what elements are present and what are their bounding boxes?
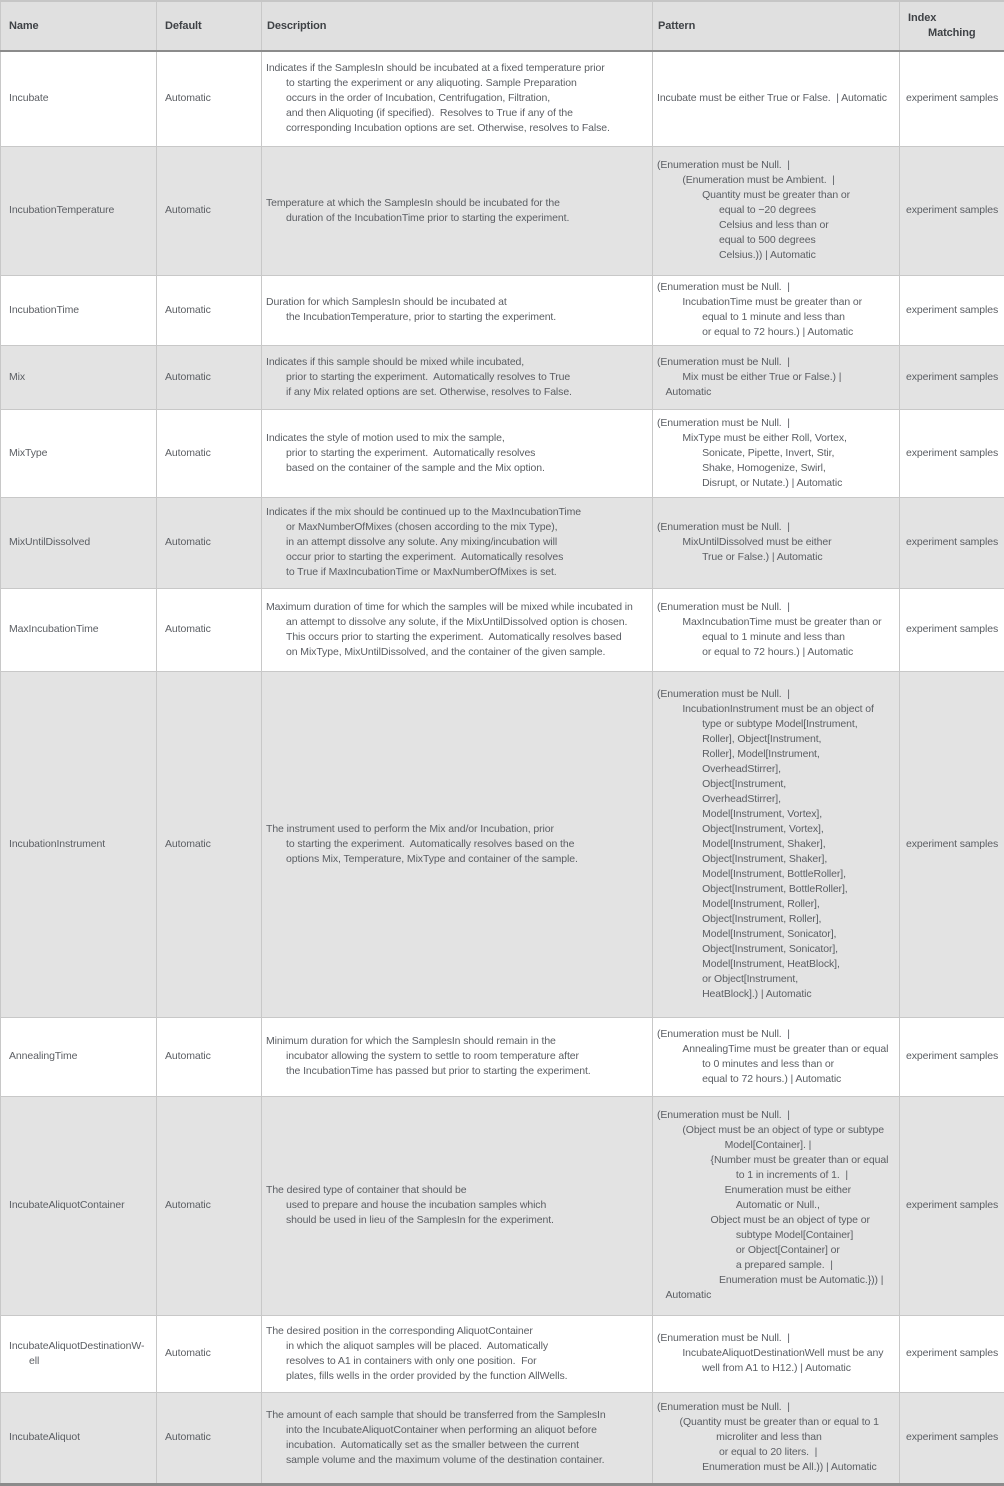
cell-index-matching: experiment samples <box>900 497 1004 588</box>
table-row <box>1 146 1004 275</box>
cell-index-matching: experiment samples <box>900 275 1004 345</box>
table-row <box>1 1017 1004 1096</box>
cell-default-value: Automatic <box>157 345 262 409</box>
table-row <box>1 1315 1004 1392</box>
cell-option-name: IncubateAliquot <box>1 1392 157 1484</box>
table-body <box>1 51 1004 1484</box>
cell-description: Maximum duration of time for which the samples will be mixed while incubated in an attempt to dissolve any solute, if the MixUntilDissolved option is chosen. This occurs prior to starting the experiment. Automatically resolves based on MixType, MixUntilDissolved, and the container of the given sample. <box>262 588 653 671</box>
cell-default-value: Automatic <box>157 1315 262 1392</box>
cell-index-matching: experiment samples <box>900 1315 1004 1392</box>
cell-option-name: IncubationTemperature <box>1 146 157 275</box>
cell-default-value: Automatic <box>157 146 262 275</box>
cell-index-matching: experiment samples <box>900 146 1004 275</box>
header-row <box>1 1 1004 51</box>
cell-description: Indicates the style of motion used to mix the sample, prior to starting the experiment. Automatically resolves based on the container of the sample and the Mix option. <box>262 409 653 497</box>
cell-pattern: (Enumeration must be Null. | IncubationTime must be greater than or equal to 1 minute and less than or equal to 72 hours.) | Automatic <box>653 275 900 345</box>
table-header <box>1 1 1004 51</box>
cell-option-name: IncubationTime <box>1 275 157 345</box>
table-row <box>1 51 1004 146</box>
cell-option-name: MixUntilDissolved <box>1 497 157 588</box>
table-row <box>1 497 1004 588</box>
table-row <box>1 588 1004 671</box>
cell-default-value: Automatic <box>157 497 262 588</box>
cell-description: The instrument used to perform the Mix and/or Incubation, prior to starting the experiment. Automatically resolves based on the options Mix, Temperature, MixType and container of the sample. <box>262 671 653 1017</box>
cell-default-value: Automatic <box>157 1392 262 1484</box>
cell-index-matching: experiment samples <box>900 409 1004 497</box>
cell-pattern: (Enumeration must be Null. | IncubationInstrument must be an object of type or subtype Model[Instrument, Roller], Object[Instrument, Roller], Model[Instrument, OverheadStirrer], Object[Instrument, OverheadStirrer], Model[Instrument, Vortex], Object[Instrument, Vortex], Model[Instrument, Shaker], Object[Instrument, Shaker], Model[Instrument, BottleRoller], Object[Instrument, BottleRoller], Model[Instrument, Roller], Object[Instrument, Roller], Model[Instrument, Sonicator], Object[Instrument, Sonicator], Model[Instrument, HeatBlock], or Object[Instrument, HeatBlock].) | Automatic <box>653 671 900 1017</box>
column-header-default: Default <box>157 1 262 51</box>
cell-default-value: Automatic <box>157 671 262 1017</box>
table-row <box>1 1392 1004 1484</box>
cell-default-value: Automatic <box>157 588 262 671</box>
cell-description: Indicates if the mix should be continued up to the MaxIncubationTime or MaxNumberOfMixes (chosen according to the mix Type), in an attempt dissolve any solute. Any mixing/incubation will occur prior to starting the experiment. Automatically resolves to True if MaxIncubationTime or MaxNumberOfMixes is set. <box>262 497 653 588</box>
cell-index-matching: experiment samples <box>900 1096 1004 1315</box>
column-header-index-matching: Index Matching <box>900 1 1004 51</box>
cell-index-matching: experiment samples <box>900 345 1004 409</box>
cell-description: Temperature at which the SamplesIn should be incubated for the duration of the IncubationTime prior to starting the experiment. <box>262 146 653 275</box>
cell-index-matching: experiment samples <box>900 51 1004 146</box>
cell-pattern: (Enumeration must be Null. | MixType must be either Roll, Vortex, Sonicate, Pipette, Invert, Stir, Shake, Homogenize, Swirl, Disrupt, or Nutate.) | Automatic <box>653 409 900 497</box>
cell-description: The desired type of container that should be used to prepare and house the incubation samples which should be used in lieu of the SamplesIn for the experiment. <box>262 1096 653 1315</box>
cell-option-name: IncubateAliquotContainer <box>1 1096 157 1315</box>
table-row <box>1 1096 1004 1315</box>
cell-pattern: (Enumeration must be Null. | (Quantity must be greater than or equal to 1 microliter and less than or equal to 20 liters. | Enumeration must be All.)) | Automatic <box>653 1392 900 1484</box>
cell-default-value: Automatic <box>157 409 262 497</box>
cell-index-matching: experiment samples <box>900 1392 1004 1484</box>
cell-pattern: (Enumeration must be Null. | AnnealingTime must be greater than or equal to 0 minutes and less than or equal to 72 hours.) | Automatic <box>653 1017 900 1096</box>
table-row <box>1 671 1004 1017</box>
cell-option-name: IncubateAliquotDestinationW- ell <box>1 1315 157 1392</box>
table-row <box>1 345 1004 409</box>
cell-option-name: IncubationInstrument <box>1 671 157 1017</box>
cell-option-name: MixType <box>1 409 157 497</box>
cell-description: Indicates if this sample should be mixed while incubated, prior to starting the experiment. Automatically resolves to True if any Mix related options are set. Otherwise, resolves to False. <box>262 345 653 409</box>
cell-pattern: (Enumeration must be Null. | Mix must be either True or False.) | Automatic <box>653 345 900 409</box>
cell-index-matching: experiment samples <box>900 588 1004 671</box>
cell-option-name: AnnealingTime <box>1 1017 157 1096</box>
cell-pattern: (Enumeration must be Null. | (Object must be an object of type or subtype Model[Container]. | {Number must be greater than or equal to 1 in increments of 1. | Enumeration must be either Automatic or Null., Object must be an object of type or subtype Model[Container] or Object[Container] or a prepared sample. | Enumeration must be Automatic.})) | Automatic <box>653 1096 900 1315</box>
cell-option-name: Incubate <box>1 51 157 146</box>
cell-index-matching: experiment samples <box>900 1017 1004 1096</box>
cell-description: The amount of each sample that should be transferred from the SamplesIn into the IncubateAliquotContainer when performing an aliquot before incubation. Automatically set as the smaller between the current sample volume and the maximum volume of the destination container. <box>262 1392 653 1484</box>
cell-description: Duration for which SamplesIn should be incubated at the IncubationTemperature, prior to starting the experiment. <box>262 275 653 345</box>
cell-option-name: Mix <box>1 345 157 409</box>
cell-pattern: (Enumeration must be Null. | IncubateAliquotDestinationWell must be any well from A1 to H12.) | Automatic <box>653 1315 900 1392</box>
cell-description: Indicates if the SamplesIn should be incubated at a fixed temperature prior to starting the experiment or any aliquoting. Sample Preparation occurs in the order of Incubation, Centrifugation, Filtration, and then Aliquoting (if specified). Resolves to True if any of the corresponding Incubation options are set. Otherwise, resolves to False. <box>262 51 653 146</box>
cell-option-name: MaxIncubationTime <box>1 588 157 671</box>
cell-pattern: Incubate must be either True or False. | Automatic <box>653 51 900 146</box>
cell-index-matching: experiment samples <box>900 671 1004 1017</box>
cell-pattern: (Enumeration must be Null. | MixUntilDissolved must be either True or False.) | Automatic <box>653 497 900 588</box>
column-header-pattern: Pattern <box>653 1 900 51</box>
column-header-name: Name <box>1 1 157 51</box>
cell-default-value: Automatic <box>157 51 262 146</box>
table-row <box>1 275 1004 345</box>
cell-description: The desired position in the corresponding AliquotContainer in which the aliquot samples will be placed. Automatically resolves to A1 in containers with only one position. For plates, fills wells in the order provided by the function AllWells. <box>262 1315 653 1392</box>
cell-default-value: Automatic <box>157 1096 262 1315</box>
cell-description: Minimum duration for which the SamplesIn should remain in the incubator allowing the system to settle to room temperature after the IncubationTime has passed but prior to starting the experiment. <box>262 1017 653 1096</box>
table-row <box>1 409 1004 497</box>
column-header-description: Description <box>262 1 653 51</box>
cell-default-value: Automatic <box>157 275 262 345</box>
cell-pattern: (Enumeration must be Null. | MaxIncubationTime must be greater than or equal to 1 minute and less than or equal to 72 hours.) | Automatic <box>653 588 900 671</box>
cell-pattern: (Enumeration must be Null. | (Enumeration must be Ambient. | Quantity must be greater than or equal to −20 degrees Celsius and less than or equal to 500 degrees Celsius.)) | Automatic <box>653 146 900 275</box>
cell-default-value: Automatic <box>157 1017 262 1096</box>
